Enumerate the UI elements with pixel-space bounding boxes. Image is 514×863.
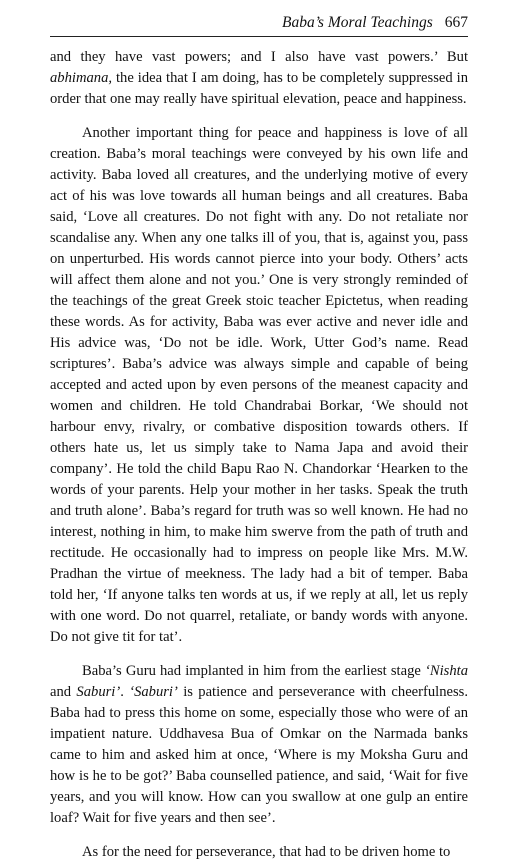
italic-term-saburi: Saburi’ (76, 684, 121, 700)
text-segment: and they have vast powers; and I also have vast powers.’ But (50, 49, 468, 65)
running-head (50, 14, 468, 37)
text-segment: . (120, 684, 130, 700)
page-number: 667 (444, 14, 468, 31)
text-segment: is patience and perseverance with cheerfulness. Baba had to press this home on some, especially those who were of an impatient nature. Uddhavesa Bua of Omkar on the Narmada banks came to him and asked him at once, ‘Where is my Moksha Guru and how is he to be got?’ Baba counselled patience, and said, ‘Wait for five years, and you will know. How can you swallow at one gulp an entire loaf? Wait for five years and then see’. (50, 684, 468, 826)
paragraph-2 (50, 123, 468, 648)
italic-term-abhimana: abhimana, (50, 70, 113, 86)
running-head-title: Baba’s Moral Teachings (282, 14, 433, 31)
paragraph-3 (50, 661, 468, 829)
italic-term-nishta: ‘Nishta (425, 663, 468, 679)
text-segment: and (50, 684, 77, 700)
text-segment: Baba’s Guru had implanted in him from the earliest stage (82, 663, 426, 679)
text-segment: the idea that I am doing, has to be completely suppressed in order that one may really have spiritual elevation, peace and happiness. (50, 70, 468, 107)
book-page (50, 14, 468, 863)
text-segment: Another important thing for peace and happiness is love of all creation. Baba’s moral teachings were conveyed by his own life and activity. Baba loved all creatures, and the underlying motive of every act of his was love towards all human beings and all creatures. Baba said, ‘Love all creatures. Do not fight with any. Do not retaliate nor scandalise any. When any one talks ill of you, that is, against you, pass on unperturbed. His words cannot pierce into your body. Others’ acts will affect them alone and not you.’ One is very strongly reminded of the teachings of the great Greek stoic teacher Epictetus, when reading these words. As for activity, Baba was ever active and never idle and His advice was, ‘Do not be idle. Work, Utter God’s name. Read scriptures’. Baba’s advice was always simple and capable of being accepted and acted upon by even persons of the meanest capacity and women and children. He told Chandrabai Borkar, ‘We should not harbour envy, rivalry, or combative disposition towards others. If others hate us, let us simply take to Nama Japa and avoid their company’. He told the child Bapu Rao N. Chandorkar ‘Hearken to the words of your parents. Help your mother in her tasks. Speak the truth and truth alone’. Baba’s regard for truth was so well known. He had no interest, nothing in him, to make him swerve from the path of truth and rectitude. He occasionally had to impress on people like Mrs. M.W. Pradhan the virtue of meekness. The lady had a bit of temper. Baba told her, ‘If anyone talks ten words at us, if we reply at all, let us reply with one word. Do not quarrel, retaliate, or bandy words with anyone. Do not give tit for tat’. (50, 125, 468, 645)
text-segment: As for the need for perseverance, that had to be driven home to (82, 844, 451, 860)
italic-term-saburi: ‘Saburi’ (129, 684, 178, 700)
paragraph-4 (50, 842, 468, 863)
body-text (50, 47, 468, 863)
paragraph-1 (50, 47, 468, 110)
